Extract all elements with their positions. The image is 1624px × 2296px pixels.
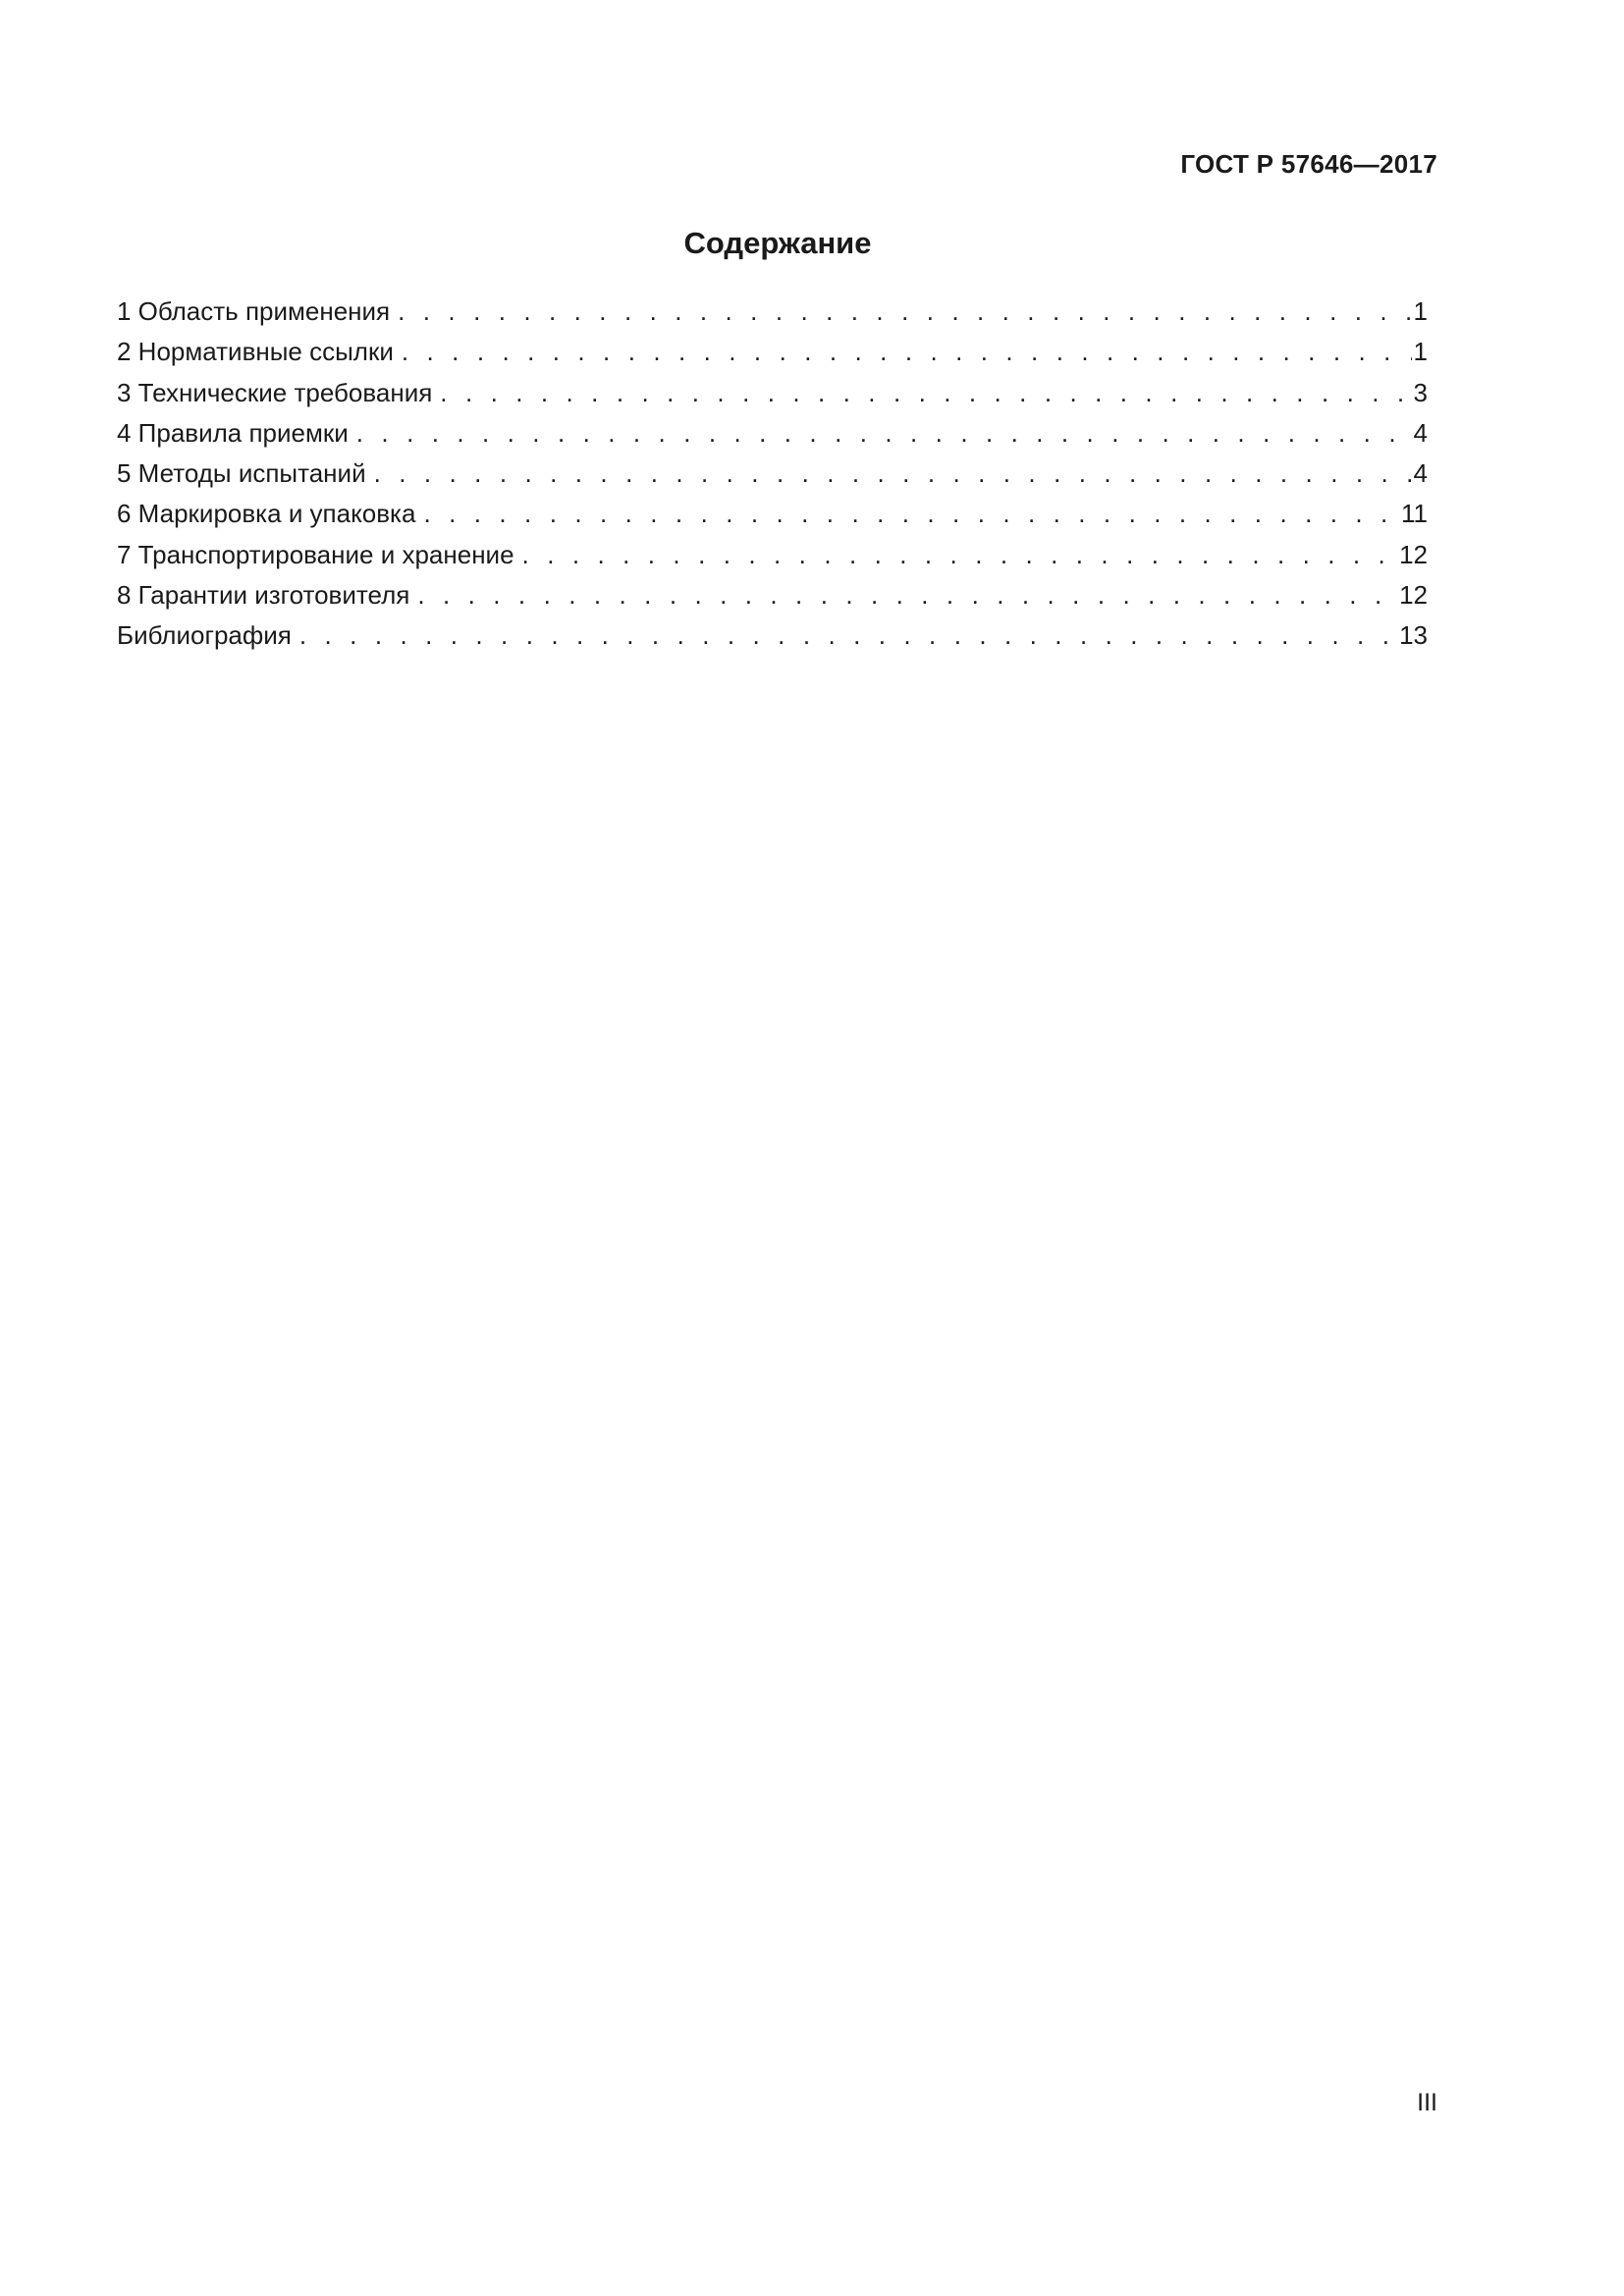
toc-entry-page: 1 [1413, 296, 1428, 326]
toc-dot-leader [356, 418, 1412, 449]
toc-entry-label: 7 Транспортирование и хранение [117, 539, 514, 569]
toc-dot-leader [440, 378, 1411, 408]
toc-entry-page: 11 [1401, 499, 1428, 529]
toc-entry-page: 1 [1413, 337, 1428, 367]
toc-entry[interactable] [117, 620, 1428, 661]
toc-entry-label: 6 Маркировка и упаковка [117, 499, 416, 529]
table-of-contents [117, 296, 1428, 662]
toc-entry[interactable] [117, 418, 1428, 458]
contents-title: Содержание [683, 226, 872, 260]
toc-entry-label: 3 Технические требования [117, 377, 433, 407]
toc-entry-page: 12 [1399, 539, 1428, 569]
toc-entry-page: 13 [1399, 620, 1428, 651]
toc-dot-leader [398, 296, 1411, 327]
document-code: ГОСТ Р 57646—2017 [1180, 149, 1437, 179]
toc-dot-leader [299, 620, 1397, 651]
toc-dot-leader [374, 458, 1412, 489]
page-number: III [1417, 2089, 1437, 2116]
toc-entry-page: 4 [1413, 458, 1428, 489]
toc-entry[interactable] [117, 580, 1428, 620]
toc-entry-page: 4 [1413, 417, 1428, 448]
toc-entry[interactable] [117, 337, 1428, 377]
toc-entry[interactable] [117, 499, 1428, 539]
toc-entry[interactable] [117, 458, 1428, 499]
toc-dot-leader [423, 499, 1399, 529]
toc-dot-leader [417, 580, 1397, 611]
toc-entry-label: 5 Методы испытаний [117, 458, 366, 489]
toc-entry-label: 1 Область применения [117, 296, 391, 326]
toc-entry[interactable] [117, 540, 1428, 580]
toc-entry-label: 2 Нормативные ссылки [117, 337, 394, 367]
toc-entry[interactable] [117, 296, 1428, 337]
toc-dot-leader [522, 540, 1398, 570]
toc-entry-page: 12 [1399, 580, 1428, 611]
toc-entry-page: 3 [1413, 377, 1428, 407]
toc-dot-leader [402, 337, 1412, 367]
toc-entry[interactable] [117, 378, 1428, 418]
toc-entry-label: 4 Правила приемки [117, 417, 349, 448]
toc-entry-label: 8 Гарантии изготовителя [117, 580, 410, 611]
toc-entry-label: Библиография [117, 620, 292, 651]
